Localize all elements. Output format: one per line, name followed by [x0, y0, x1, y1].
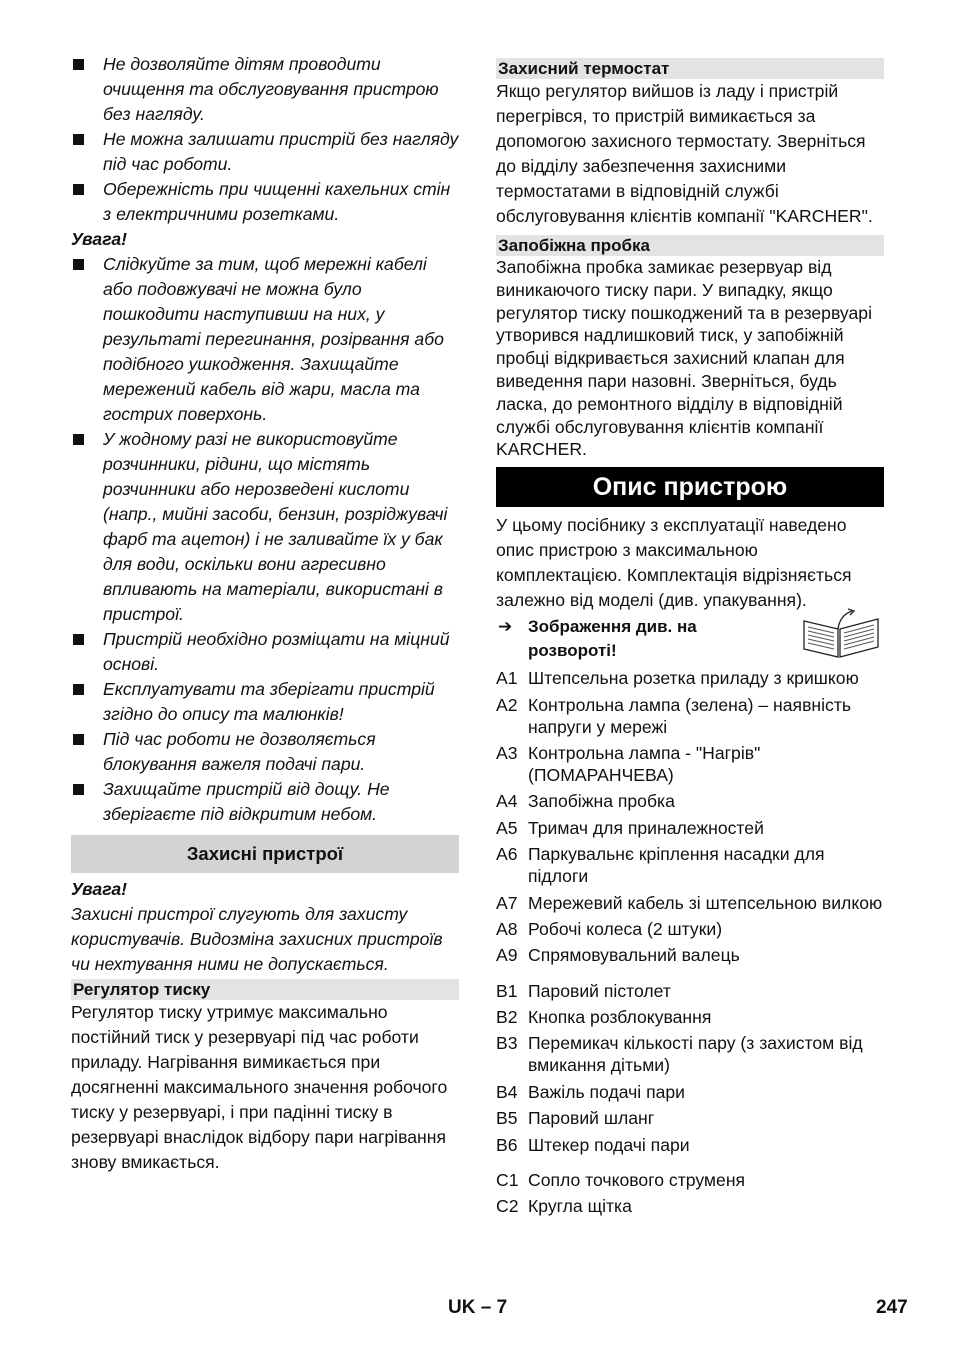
bullet-item: Слідкуйте за тим, щоб мережні кабелі або подовжувачі не можна було пошкодити наступивши на них, у результаті перегинання, розірвання або подібного ушкодження. Захищайте мережений кабель від жари, масла та гострих поверхонь. — [71, 252, 459, 427]
warning-text: Захисні пристрої слугують для захисту користувачів. Видозміна захисних пристроїв чи нехтування ними не допускається. — [71, 904, 443, 974]
list-item: B5 Паровий шланг — [496, 1108, 655, 1129]
list-item: A3 Контрольна лампа - "Нагрів" (ПОМАРАНЧЕВА) — [496, 742, 761, 785]
list-item: A7 Мережевий кабель зі штепсельною вилкою — [496, 892, 883, 913]
subheading-pressure-regulator: Регулятор тиску — [71, 979, 459, 1000]
list-item: B4 Важіль подачі пари — [496, 1081, 685, 1102]
list-item: A9 Спрямовувальний валець — [496, 945, 740, 966]
section-heading-protective-devices: Захисні пристрої — [71, 835, 459, 873]
list-item: B6 Штекер подачі пари — [496, 1134, 690, 1155]
bullet-item: Захищайте пристрій від дощу. Не зберігаєте під відкритим небом. — [71, 777, 459, 827]
footer-section-label: UK – 7 — [448, 1297, 508, 1318]
bullet-item: Експлуатувати та зберігати пристрій згідно до опису та малюнків! — [71, 677, 459, 727]
bullet-item: Не можна залишати пристрій без нагляду під час роботи. — [71, 127, 459, 177]
subheading-thermostat: Захисний термостат — [496, 58, 884, 79]
thermostat-text: Якщо регулятор вийшов із ладу і пристрій перегрівся, то пристрій вимикається за допомогою захисного термостату. Зверніться до відділу забезпечення захисними термостатами в відповідній службі обслуговування клієнтів компанії "KARCHER". — [496, 81, 873, 226]
component-list-a — [496, 667, 884, 966]
subheading-safety-plug: Запобіжна пробка — [496, 235, 884, 256]
bullet-item: Під час роботи не дозволяється блокування важеля подачі пари. — [71, 727, 459, 777]
pressure-regulator-text: Регулятор тиску утримує максимально постійний тиск у резервуарі під час роботи приладу. Нагрівання вимикається при досягненні максимального значення робочого тиску у резервуарі, і при падінні тиску в резервуарі внаслідок відбору пари нагрівання знову вмикається. — [71, 1002, 448, 1172]
figure-reference — [496, 615, 884, 663]
list-item: A8 Робочі колеса (2 штуки) — [496, 918, 723, 939]
warning-label: Увага! — [71, 229, 128, 249]
component-list-c — [496, 1169, 884, 1217]
list-item: C1 Сопло точкового струменя — [496, 1170, 746, 1191]
bullet-item: Пристрій необхідно розміщати на міцний основі. — [71, 627, 459, 677]
list-item: B2 Кнопка розблокування — [496, 1007, 712, 1028]
list-item: A6 Паркувальнє кріплення насадки для підлоги — [496, 844, 825, 887]
bullet-item: Обережність при чищенні кахельних стін з електричними розетками. — [71, 177, 459, 227]
safety-plug-text: Запобіжна пробка замикає резервуар від виникаючого тиску пари. У випадку, якщо регулятор тиску пошкоджений та в резервуарі утворився надлишковий тиск, у запобіжній пробці відкривається захисний клапан для виведення пари назовні. Зверніться, будь ласка, до ремонтного відділу в відповідній службі обслуговування клієнтів компанії KARCHER. — [496, 257, 872, 460]
section-heading-device-description: Опис пристрою — [496, 467, 884, 507]
bullet-item: Не дозволяйте дітям проводити очищення та обслуговування пристрою без нагляду. — [71, 52, 459, 127]
open-book-icon — [800, 607, 882, 659]
device-intro-text: У цьому посібнику з експлуатації наведено опис пристрою з максимальною комплектацією. Комплектація відрізняється залежно від моделі (див. упакування). — [496, 515, 852, 611]
left-column — [71, 52, 459, 1175]
list-item: A4 Запобіжна пробка — [496, 791, 675, 812]
list-item: B1 Паровий пістолет — [496, 980, 671, 1001]
bullet-item: У жодному разі не використовуйте розчинники, рідини, що містять розчинники або нерозведені кислоти (напр., мийні засоби, бензин, розріджувачі фарб та ацетон) і не заливайте їх у бак для води, оскільки вони агресивно впливають на матеріали, використані в пристрої. — [71, 427, 459, 627]
list-item: A2 Контрольна лампа (зелена) – наявність напруги у мережі — [496, 694, 852, 737]
arrow-right-icon: ➔ — [498, 617, 513, 637]
list-item: A1 Штепсельна розетка приладу з кришкою — [496, 668, 859, 689]
right-column — [496, 58, 884, 1222]
list-item: B3 Перемикач кількості пару (з захистом від вмикання дітьми) — [496, 1033, 863, 1076]
page-number: 247 — [876, 1297, 908, 1318]
list-item: A5 Тримач для приналежностей — [496, 817, 764, 838]
warning-label: Увага! — [71, 879, 128, 899]
list-item: C2 Кругла щітка — [496, 1196, 632, 1217]
figure-reference-text: ➔ Зображення див. на розвороті! — [498, 617, 697, 661]
component-list-b — [496, 980, 884, 1156]
